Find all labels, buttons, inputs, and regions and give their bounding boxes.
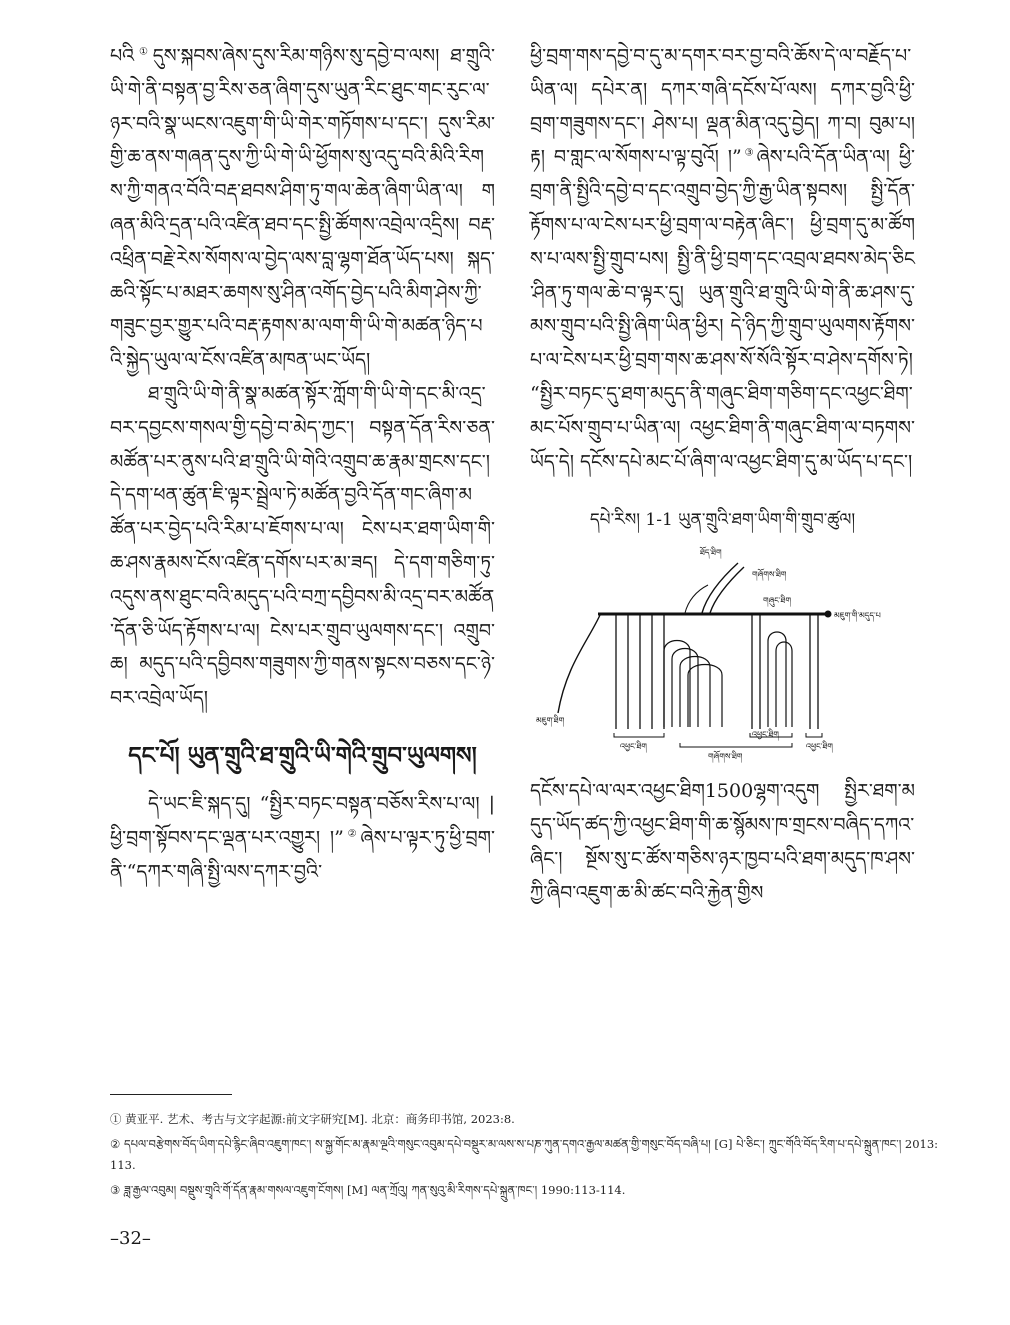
section-heading: དང་པོ། ཡུན་གྲུའི་ཐ་གྲུའི་ཡི་གེའི་གྲུབ་ཡུལགས།: [128, 741, 477, 769]
label-pendant-2: འཕྱང་ཐིག: [752, 730, 779, 740]
footnote-2: [110, 1134, 940, 1176]
top-cord-line: [702, 563, 738, 613]
paragraph-text: དུས་སྐབས་ཞེས་དུས་རིམ་གཉིས་སུ་དབྱེ་བ་ལས། ཐ་གྲུའི་ཡི་གེ་ནི་བསྟན་བྱ་རིས་ཅན་ཞིག་དུས་ཡུན་རིང་ཐུང་གང་རུང་ལ་ཉར་བའི་སྣ་ཡངས་འཇུག་གི་ཡི་གེར་གཏོགས་པ་དང་། དུས་རིམ་གྱི་ཆ་ནས་གཞན་དུས་ཀྱི་ཡི་གེ་ཡི་ཕྱོགས་སུ་འདུ་བའི་མིའི་རིགས་ཀྱི་གནའ་བོའི་བརྡ་ཐབས་ཤིག་ཏུ་གལ་ཆེན་ཞིག་ཡིན་ལ། གཞན་མིའི་དྲན་པའི་འཛིན་ཐབ་དང་སྤྱི་ཚོགས་འབྲེལ་འདྲིས། བརྡ་འཕྲིན་བརྗེ་རེས་སོགས་ལ་བྱེད་ལས་བླ་ལྷག་ཐོན་ཡོད་པས། སྐད་ཆའི་སྟོང་པ་མཐར་ཆགས་སུ་ཤིན་འགོད་བྱེད་པའི་མིག་ཤེས་ཀྱི་གཟུང་བྱར་གྱུར་པའི་བརྡ་རྟགས་མ་ལག་གི་ཡི་གེ་མཚན་ཉིད་པའི་སྐྱེད་ཡུལ་ལ་ངོས་འཛིན་མཁན་ཡང་ཡོད།: [110, 45, 496, 372]
body-paragraph-4: [530, 40, 915, 479]
quipu-diagram: [530, 541, 881, 762]
footnote-text: དཔལ་བརྩེགས་བོད་ཡིག་དཔེ་རྙིང་ཞིབ་འཇུག་ཁང་། ས་སྐྱ་གོང་མ་རྣམ་ལྔའི་གསུང་འབུམ་དཔེ་བསྡུར་མ་ལས་ས་པཎ་ཀུན་དགའ་རྒྱལ་མཚན་གྱི་གསུང་བོད་བཞི་པ། [G] པེ་ཅིང་། ཀྲུང་གོའི་བོད་རིག་པ་དཔེ་སྐྲུན་ཁང་། 2013:113.: [110, 1137, 939, 1172]
paragraph-text: ཞེས་པའི་དོན་ཡིན་ལ། ཕྱི་བྲག་ནི་སྤྱིའི་དབྱེ་བ་དང་འགྲུབ་བྱེད་ཀྱི་རྒྱ་ཡིན་སྟབས། སྤྱི་དོན་རྟོགས་པ་ལ་ངེས་པར་ཕྱི་བྲག་ལ་བརྟེན་ཞིང་། ཕྱི་བྲག་དུ་མ་ཚོགས་པ་ལས་སྤྱི་གྲུབ་པས། སྤྱི་ནི་ཕྱི་བྲག་དང་འབྲལ་ཐབས་མེད་ཅིང་ཤིན་ཏུ་གལ་ཆེ་བ་ལྟར་དུ། ཡུན་གྲུའི་ཐ་གྲུའི་ཡི་གེ་ནི་ཆ་ཤས་དུ་མས་གྲུབ་པའི་སྤྱི་ཞིག་ཡིན་ཕྱིར། དེ་ཉིད་ཀྱི་གྲུབ་ཡུལགས་རྟོགས་པ་ལ་ངེས་པར་ཕྱི་བྲག་གས་ཆ་ཤས་སོ་སོའི་སྟོར་བ་ཤེས་དགོས་ཏེ། “སྤྱིར་བཏང་དུ་ཐག་མདུད་ནི་གཞུང་ཐིག་གཅིག་དང་འཕྱང་ཐིག་མང་པོས་གྲུབ་པ་ཡིན་ལ། འཕྱང་ཐིག་ནི་གཞུང་ཐིག་ལ་བཏགས་ཡོད་དེ། དངོས་དཔེ་མང་པོ་ཞིག་ལ་འཕྱང་ཐིག་དུ་མ་ཡོད་པ་དང་།: [530, 146, 915, 473]
body-paragraph-2: ཐ་གྲུའི་ཡི་གེ་ནི་སྣ་མཚན་སྟོར་ཀློག་གི་ཡི་གེ་དང་མི་འདྲ་བར་དབྱངས་གསལ་གྱི་དབྱེ་བ་མེད་ཀྱང་། བསྟན་དོན་རིས་ཅན་མཚོན་པར་ནུས་པའི་ཐ་གྲུའི་ཡི་གེའི་འགྲུབ་ཆ་རྣམ་གྲངས་དང་། དེ་དག་ཕན་ཚུན་ཇི་ལྟར་སྦྲེལ་ཏེ་མཚོན་བྱའི་དོན་གང་ཞིག་མཚོན་པར་བྱེད་པའི་རིམ་པ་ཇོགས་པ་ལ། ངེས་པར་ཐག་ཡིག་གི་ཆ་ཤས་རྣམས་ངོས་འཛིན་དགོས་པར་མ་ཟད། དེ་དག་གཅིག་ཏུ་འདུས་ནས་ཐུང་བའི་མདུད་པའི་བཀྲ་དབྱིབས་མི་འདྲ་བར་མཚོན་དོན་ཅི་ཡོད་རྟོགས་པ་ལ། ངེས་པར་གྲུབ་ཡུལགས་དང་། འགྲུབ་ཆ། མདུད་པའི་དབྱིབས་གཟུགས་ཀྱི་གནས་སྟངས་བཅས་དང་ཉེ་བར་འབྲེལ་ཡོད།: [110, 382, 495, 710]
footnote-mark: ①: [110, 1112, 122, 1126]
label-subsidiary-bottom: གཞོགས་ཐིག: [708, 752, 743, 762]
tail-cord-line: [558, 615, 600, 713]
footnote-ref-3[interactable]: ③: [741, 148, 757, 160]
label-top-cord: ཐོད་ཐིག: [700, 548, 722, 558]
right-column: [530, 40, 915, 911]
footnote-ref-2[interactable]: ②: [343, 828, 361, 840]
bracket: [806, 733, 822, 737]
footnote-text: ཟླ་རྒྱལ་འབུམ། བསྡུས་གྲྭའི་གོ་དོན་རྣམ་གསལ་འཇུག་ངོགས། [M] ལན་ཀྲོའུ། ཀན་སུའུ་མི་རིགས་དཔེ་སྐྲུན་ཁང་། 1990:113-114.: [123, 1183, 626, 1197]
label-pendant-1: འཕྱང་ཐིག: [620, 742, 647, 752]
page-number: –32–: [110, 1228, 151, 1249]
footnote-text: 黄亚平. 艺术、考古与文字起源:前文字研究[M]. 北京：商务印书馆, 2023:8.: [125, 1112, 515, 1126]
end-knot-dot: [825, 611, 832, 618]
paragraph-text: པའི: [110, 45, 135, 67]
label-tail: མཇུག་ཐིག: [536, 716, 565, 726]
bracket: [614, 733, 664, 737]
figure-caption: དཔེ་རིས། 1-1 ཡུན་གྲུའི་ཐག་ཡིག་གི་གྲུབ་ཚུལ།: [589, 510, 856, 531]
body-paragraph-5: དངོས་དཔེ་ལ་ལར་འཕྱང་ཐིག1500ལྷག་འདུག སྤྱིར་ཐག་མདུད་ཡོད་ཚད་ཀྱི་འཕྱང་ཐིག་གི་ཆ་སྙོམས་ཁ་གྲངས་བཞིད་དཀའ་ཞིང་། སྔོས་སུ་ང་ཚོས་གཅིས་ཉར་ཁྱབ་པའི་ཐག་མདུད་ཁ་ཤས་ཀྱི་ཞིབ་འཇུག་ཆ་མི་ཚང་བའི་རྐྱེན་གྱིས: [530, 780, 915, 904]
paragraph-text: དེ་ཡང་ཇི་སྐད་དུ། “སྤྱིར་བཏང་བསྟན་བཅོས་རིས་པ་ལ། |ཕྱི་བྲག་སྟོབས་དང་ལྡན་པར་འགྱུར། །”: [110, 792, 495, 849]
bracket: [680, 743, 792, 747]
body-paragraph-3: [110, 788, 495, 889]
top-subsidiary-line: [685, 585, 708, 613]
footnote-mark: ③: [110, 1183, 121, 1197]
footnote-rule: [110, 1094, 232, 1095]
label-pendant-3: འཕྱང་ཐིག: [806, 742, 833, 752]
subsidiary-arch: [688, 665, 722, 728]
paragraph-text: ཕྱི་བྲག་གས་དབྱེ་བ་དུ་མ་དགར་བར་བྱ་བའི་ཆོས་དེ་ལ་བརྗོད་པ་ཡིན་ལ། དཔེར་ན། དཀར་གཞི་དངོས་པོ་ལས། དཀར་བྱའི་ཕྱི་བྲག་གཟུགས་དང་། ཤེས་པ། ལྡན་མིན་འདུ་བྱེད། ཀ་བ། བུམ་པ། རྟ། བ་གླང་ལ་སོགས་པ་ལྟ་བུའོ། །”: [530, 45, 915, 169]
subsidiary-arch: [776, 642, 792, 727]
footnote-1: [110, 1109, 940, 1130]
label-knot-end: མཇུག་གི་མདུད་པ: [834, 611, 881, 621]
subsidiary-arch: [664, 641, 690, 728]
subsidiary-arch: [672, 649, 698, 728]
body-paragraph-1: [110, 40, 495, 378]
footnote-ref-1[interactable]: ①: [134, 46, 153, 58]
left-column: [110, 40, 495, 889]
footnotes: [110, 1094, 940, 1205]
paragraph-text: ཞེས་པ་ལྟར་ཏུ་ཕྱི་བྲག་ནི་“དཀར་གཞི་སྤྱི་ལས་དཀར་བྱའི་: [110, 826, 496, 883]
label-subsidiary-top: གཞོགས་ཐིག: [752, 570, 787, 580]
footnote-mark: ②: [110, 1137, 121, 1151]
footnote-3: [110, 1180, 940, 1201]
label-primary-cord: གཞུང་ཐིག: [763, 596, 791, 606]
subsidiary-arch: [680, 657, 710, 728]
